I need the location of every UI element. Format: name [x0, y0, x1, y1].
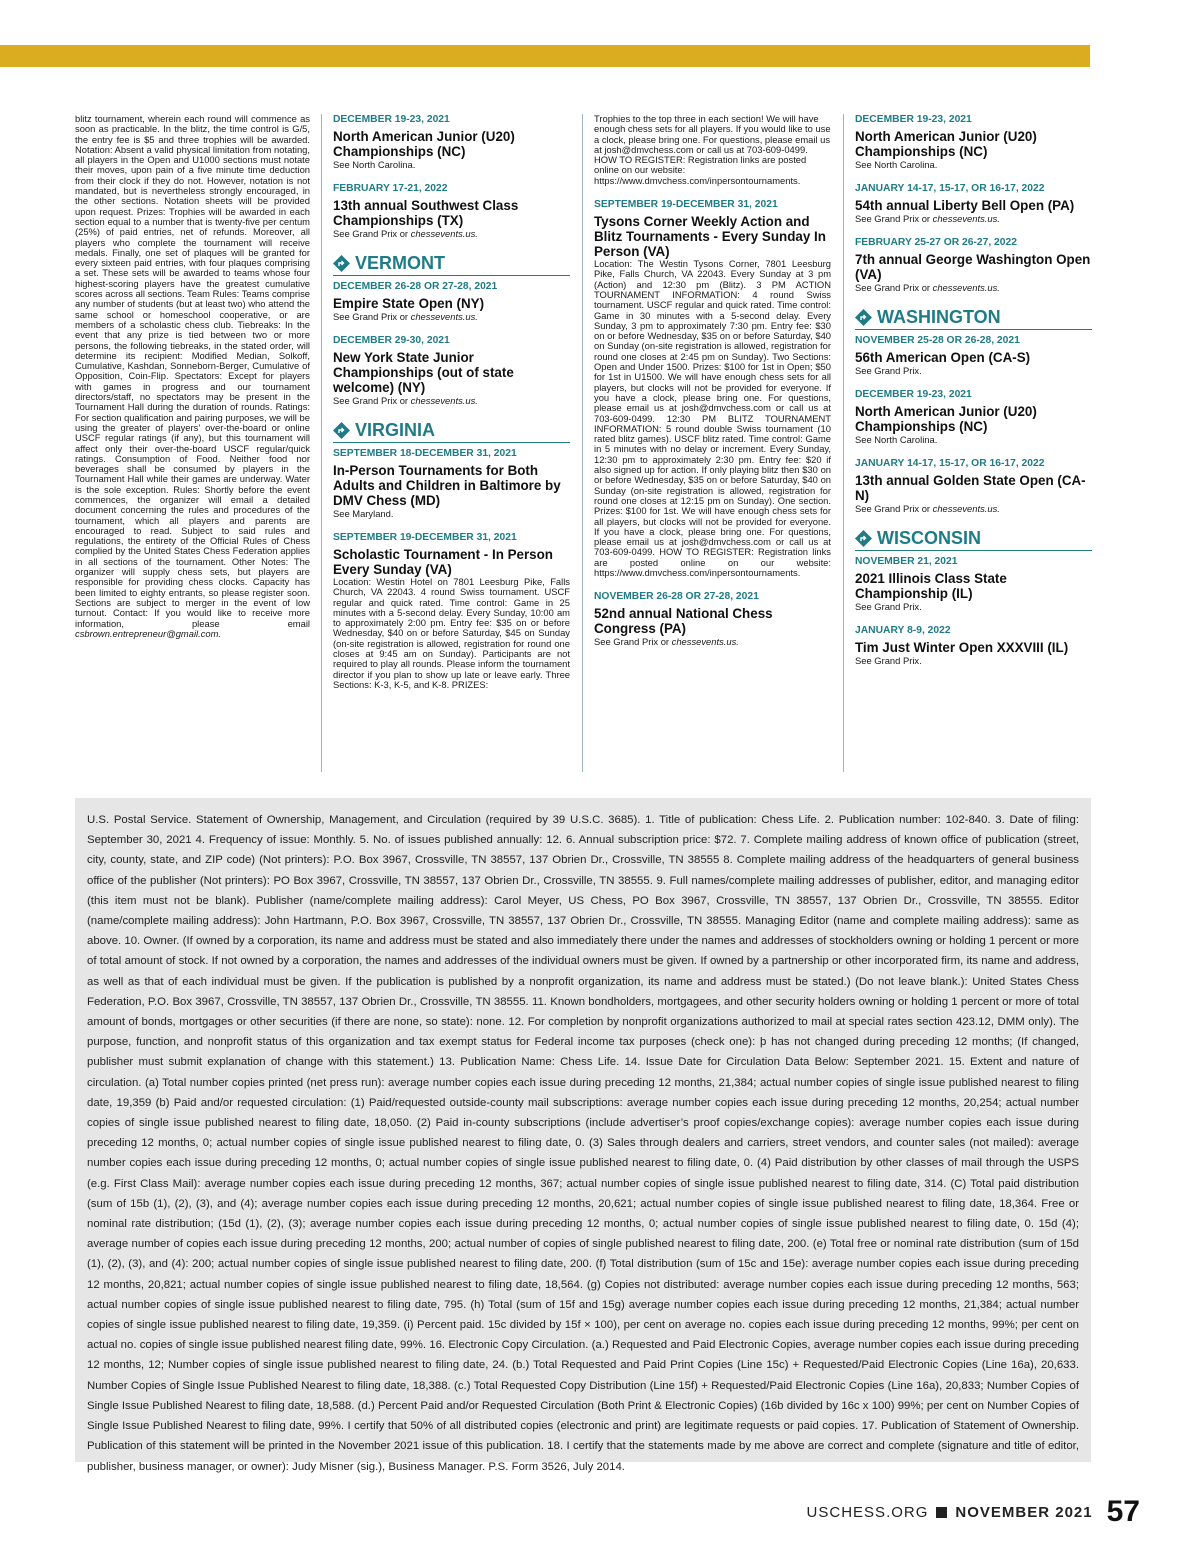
footer-site: USCHESS.ORG	[806, 1503, 929, 1521]
state-name: VERMONT	[355, 253, 445, 273]
event-listing	[333, 281, 570, 322]
state-heading-washington	[855, 306, 1092, 330]
column-divider	[321, 114, 322, 772]
event-reference	[333, 311, 570, 322]
event-title: 52nd annual National Chess Congress (PA)	[594, 606, 773, 637]
event-title: North American Junior (U20) Championships (NC)	[855, 404, 1037, 434]
event-listing	[855, 556, 1092, 612]
event-date: JANUARY 8-9, 2022	[855, 625, 951, 636]
event-date: DECEMBER 29-30, 2021	[333, 335, 450, 346]
event-reference	[855, 282, 1092, 293]
footer-issue-date: NOVEMBER 2021	[955, 1503, 1093, 1521]
see-text: See Grand Prix or	[855, 282, 931, 293]
see-text: See Grand Prix or	[333, 395, 409, 406]
event-date: SEPTEMBER 19-DECEMBER 31, 2021	[333, 532, 517, 543]
event-listing	[855, 458, 1092, 514]
event-listing	[333, 183, 570, 239]
site-link[interactable]: chessevents.us.	[410, 395, 478, 406]
directional-sign-icon	[333, 255, 350, 272]
event-reference	[855, 213, 1092, 224]
see-text: See Grand Prix or	[855, 503, 931, 514]
column-1-continued-text	[75, 114, 310, 639]
event-title: 7th annual George Washington Open (VA)	[855, 252, 1091, 282]
col1-text: blitz tournament, wherein each round will commence as soon as practicable. In the blitz, the time control is G/5, the entry fee is $5 and three trophies will be awarded. Notation: Absent a valid physical limitation from notating, all players in the Open and U1000 sections must notate their moves, upon pain of a five minute time deduction from their clock if they do not. However, notation is not mandated, but is nevertheless strongly encouraged, in the other sections. Notation sheets will be provided upon request. Prizes: Trophies will be awarded in each section equal to a number that is twenty-five per centum (25%) of paid entries, net of refunds. Moreover, all players who complete the tournament will receive medals. Finally, one set of plaques will be granted for every sixteen paid entries, with four plaques comprising a set. These sets will be awarded to teams whose four highest-scoring players have the greatest cumulative scores across all sections. Team Rules: Teams comprise any number of students (but at least two) who attend the same school or homeschool cooperative, or are members of a scholastic chess club. Tiebreaks: In the event that any prize is tied between two or more persons, the following tiebreaks, in the stated order, will determine its recipient: Modified Median, Solkoff, Cumulative, Kashdan, Sonneborn-Berger, Cumulative of Opposition, Coin-Flip. Spectators: Except for players with games in progress and our tournament directors/staff, no spectators may be present in the Tournament Hall during the duration of rounds. Ratings: For section qualification and pairing purposes, we will be using the greater of players’ over-the-board or online USCF regular ratings (if any), but this tournament will affect only their over-the-board USCF regular/quick ratings. Consumption of Food. Neither food nor beverages shall be consumed by players in the Tournament Hall while their games are underway. Water is the sole exception. Rules: Shortly before the event commences, the organizer will email a detailed document concerning the rules and procedures of the tournament, which all players and parents are encouraged to read. Subject to said rules and regulations, the entirety of the Official Rules of Chess complied by the United States Chess Federation applies in all sections of the tournament. Other Notes: The organizer will supply chess sets, but players are responsible for providing chess clocks. Capacity has been limited to eighty entrants, so please register soon. Sections are subject to merger in the event of low turnout. Contact: If you would like to receive more information, please email	[75, 113, 310, 629]
event-title: 13th annual Southwest Class Championships (TX)	[333, 198, 519, 228]
event-date: FEBRUARY 17-21, 2022	[333, 183, 448, 194]
event-listing	[333, 335, 570, 406]
event-details: Location: Westin Hotel on 7801 Leesburg Pike, Falls Church, VA 22043. 4 round Swiss tournament. USCF regular and quick rated. Time control: Game in 25 minutes with a 5-second delay. Every Sunday, 10:00 am to approximately 2:00 pm. Entry fee: $35 on or before Wednesday, $40 on or before Saturday, $45 on Sunday (on-site registration is allowed, registration for round one closes at 9:45 am on Sunday). Participants are not required to play all rounds. Please inform the tournament director if you plan to show up late or leave early. Three Sections: K-3, K-5, and K-8. PRIZES:	[333, 576, 570, 690]
column-divider	[582, 114, 583, 772]
footer-square-icon	[936, 1507, 947, 1518]
event-date: NOVEMBER 21, 2021	[855, 556, 958, 567]
event-title: Tim Just Winter Open XXXVIII (IL)	[855, 640, 1069, 655]
event-listing	[855, 237, 1092, 293]
page-number: 57	[1106, 1495, 1140, 1528]
state-heading-wisconsin	[855, 527, 1092, 551]
event-listing	[855, 625, 1092, 666]
state-name: WISCONSIN	[877, 528, 982, 548]
event-date: DECEMBER 19-23, 2021	[855, 389, 972, 400]
event-title: 13th annual Golden State Open (CA-N)	[855, 473, 1086, 503]
event-title: 2021 Illinois Class State Championship (IL)	[855, 571, 1007, 601]
event-date: JANUARY 14-17, 15-17, OR 16-17, 2022	[855, 458, 1045, 469]
state-heading-virginia	[333, 419, 570, 443]
event-listing	[855, 114, 1092, 170]
site-link[interactable]: chessevents.us.	[932, 282, 1000, 293]
event-date: NOVEMBER 25-28 OR 26-28, 2021	[855, 335, 1020, 346]
event-listing	[594, 591, 831, 647]
event-listing	[333, 448, 570, 519]
contact-email: csbrown.entrepreneur@gmail.com.	[75, 627, 222, 639]
event-reference	[594, 636, 831, 647]
site-link[interactable]: chessevents.us.	[410, 228, 478, 239]
event-reference	[333, 228, 570, 239]
event-reference: See North Carolina.	[333, 159, 416, 170]
event-date: SEPTEMBER 18-DECEMBER 31, 2021	[333, 448, 517, 459]
event-reference: See North Carolina.	[855, 159, 938, 170]
event-details-continued: Trophies to the top three in each section! We will have enough chess sets for all players. If you would like to use a clock, please bring one. For questions, please email us at josh@dmvchess.com or call us at 703-609-0499. HOW TO REGISTER: Registration links are posted online on our website: https://www.dmvchess.com/inpersontournaments.	[594, 113, 831, 186]
event-title: North American Junior (U20) Championships (NC)	[333, 129, 515, 159]
site-link[interactable]: chessevents.us.	[932, 213, 1000, 224]
event-title: In-Person Tournaments for Both Adults and Children in Baltimore by DMV Chess (MD)	[333, 463, 561, 508]
event-title: Empire State Open (NY)	[333, 296, 485, 311]
event-date: DECEMBER 19-23, 2021	[855, 114, 972, 125]
event-reference: See Grand Prix.	[855, 365, 922, 376]
state-name: VIRGINIA	[355, 420, 436, 440]
event-listing	[855, 335, 1092, 376]
event-reference: See Grand Prix.	[855, 601, 922, 612]
column-4	[855, 114, 1092, 679]
event-reference: See Maryland.	[333, 508, 394, 519]
event-reference: See North Carolina.	[855, 434, 938, 445]
top-color-bar	[0, 45, 1090, 67]
event-title: Scholastic Tournament - In Person Every Sunday (VA)	[333, 547, 553, 577]
site-link[interactable]: chessevents.us.	[932, 503, 1000, 514]
see-text: See Grand Prix or	[594, 636, 670, 648]
state-name: WASHINGTON	[877, 307, 1001, 327]
event-reference: See Grand Prix.	[855, 655, 922, 666]
event-title: 54th annual Liberty Bell Open (PA)	[855, 198, 1075, 213]
event-title: Tysons Corner Weekly Action and Blitz Tournaments - Every Sunday In Person (VA)	[594, 214, 826, 260]
ownership-statement-text: U.S. Postal Service. Statement of Ownership, Management, and Circulation (required by 39 U.S.C. 3685). 1. Title of publication: Chess Life. 2. Publication number: 102-840. 3. Date of filing: September 30, 2021 4. Frequency of issue: Monthly. 5. No. of issues published annually: 12. 6. Annual subscription price: $72. 7. Complete mailing address of known office of publication (street, city, county, state, and ZIP code) (Not printers): P.O. Box 3967, Crossville, TN 38557, 137 Obrien Dr., Crossville, TN 38555 8. Complete mailing address of the headquarters of general business office of the publisher (Not printers): PO Box 3967, Crossville, TN 38557, 137 Obrien Dr., Crossville, TN 38555. 9. Full names/complete mailing addresses of publisher, editor, and managing editor (this item must not be blank). Publisher (name/complete mailing address): Carol Meyer, US Chess, PO Box 3967, Crossville, TN 38557, 137 Obrien Dr., Crossville, TN 38555. Editor (name/complete mailing address): John Hartmann, P.O. Box 3967, Crossville, TN 38557, 137 Obrien Dr., Crossville, TN 38555. Managing Editor (name and complete mailing address): same as above. 10. Owner. (If owned by a corporation, its name and address must be stated and also immediately there under the names and addresses of stockholders owning or holding 1 percent or more of total amount of stock. If not owned by a corporation, the names and addresses of the individual owners must be given. If owned by a partnership or other incorporated firm, its name and address, as well as that of each individual must be given. If the publication is published by a nonprofit organization, its name and address must be stated.) (Do not leave blank.): United States Chess Federation, P.O. Box 3967, Crossville, TN 38557, 137 Obrien Dr., Crossville, TN 38555. 11. Known bondholders, mortgagees, and other security holders owning or holding 1 percent or more of total amount of bonds, mortgages or other securities (if there are none, so state): none. 12. For completion by nonprofit organizations authorized to mail at special rates section 423.12, DMM only). The purpose, function, and nonprofit status of this organization and tax exempt status for Federal income tax purposes (check one): þ has not changed during preceding 12 months; (If changed, publisher must submit explanation of change with this statement.) 13. Publication Name: Chess Life. 14. Issue Date for Circulation Data Below: September 2021. 15. Extent and nature of circulation. (a) Total number copies printed (net press run): average number copies each issue during preceding 12 months, 21,384; actual number copies of single issue published nearest to filing date, 19,359 (b) Paid and/or requested circulation: (1) Paid/requested outside-county mail subscriptions: average number copies each issue during preceding 12 months, 20,254; actual number copies of single issue published nearest to filing date, 18,050. (2) Paid in-county subscriptions (include advertiser’s proof copies/exchange copies): average number copies each issue during preceding 12 months, 0; actual number copies of single issue published nearest to filing date, 0. (3) Sales through dealers and carriers, street vendors, and counter sales (not mailed): average number copies each issue during preceding 12 months, 0; actual number copies of single issue published nearest to filing date, 0. (4) Paid distribution by other classes of mail through the USPS (e.g. First Class Mail): average number copies each issue during preceding 12 months, 367; actual number copies of single issue published nearest to filing date, 314. (C) Total paid distribution (sum of 15b (1), (2), (3), and (4); average number copies each issue during preceding 12 months, 20,621; actual number copies of single issue published nearest to filing date, 18,364. Free or nominal rate distribution; (15d (1), (2), (3); average number copies each issue during preceding 12 months, 0; actual number copies of single issue published nearest to filing date, 0. 15d (4); average number of copies each issue during preceding 12 months, 200; actual number of copies of single published nearest to filing date, 200. (e) Total free or nominal rate distribution (sum of 15d (1), (2), (3), and (4): 200; actual number copies of single issue published nearest to filing date, 200. (f) Total distribution (sum of 15c and 15e): average number copies each issue during preceding 12 months, 20,821; actual number copies of single issue published nearest to filing date, 18,564. (g) Copies not distributed: average number copies each issue during preceding 12 months, 563; actual number copies of single issue published nearest to filing date, 795. (h) Total (sum of 15f and 15g) average number copies each issue during preceding 12 months, 21,384; actual number copies of single issue published nearest to filing date, 19,359. (i) Percent paid. 15c divided by 15f × 100), per cent on average no. copies each issue during preceding 12 months, 99%; per cent on actual no. copies of single issue published nearest filing date, 99%. 16. Electronic Copy Circulation. (a.) Requested and Paid Electronic Copies, average number copies each issue during preceding 12 months, 12; Number copies of single issue published nearest to filing date, 24. (b.) Total Requested and Paid Print Copies (Line 15c) + Requested/Paid Electronic Copies (Line 16a), 20,633. Number Copies of Single Issue Published Nearest to filing date, 18,388. (c.) Total Requested Copy Distribution (Line 15f) + Requested/Paid Electronic Copies (Line 16a), 20,833; Number Copies of Single Issue Published Nearest to filing date, 18,588. (d.) Percent Paid and/or Requested Circulation (Both Print & Electronic Copies) (16b divided by 16c x 100) 99%; per cent on Number Copies of Single Issue Published Nearest to filing date, 99%. I certify that 50% of all distributed copies (electronic and print) are legitimate requests or paid copies. 17. Publication of Statement of Ownership. Publication of this statement will be printed in the November 2021 issue of this publication. 18. I certify that the statements made by me above are correct and complete (signature and title of editor, publisher, business manager, or owner): Judy Misner (sig.), Business Manager. P.S. Form 3526, July 2014.	[87, 814, 1079, 1473]
event-title: North American Junior (U20) Championships (NC)	[855, 129, 1037, 159]
state-heading-vermont	[333, 252, 570, 276]
event-listing	[855, 389, 1092, 445]
ownership-statement-box	[75, 798, 1091, 1473]
event-date: NOVEMBER 26-28 OR 27-28, 2021	[594, 591, 759, 603]
site-link[interactable]: chessevents.us.	[671, 636, 739, 648]
event-details: Location: The Westin Tysons Corner, 7801 Leesburg Pike, Falls Church, VA 22043. Every Sunday at 3 pm (Action) and 12:30 pm (Blitz). 3 PM ACTION TOURNAMENT INFORMATION: 4 round Swiss tournament. USCF regular and quick rated. Time control: Game in 30 minutes with a 5-second delay. Every Sunday, 3 pm to approximately 7:30 pm. Entry fee: $30 on or before Wednesday, $35 on or before Saturday, $40 on Sunday (on-site registration is allowed, registration for round one closes at 2:45 pm on Sunday). Two Sections: Open and Under 1500. Prizes: $100 for 1st in Open; $50 for 1st in U1500. We will have enough chess sets for all players, but clocks will not be provided for everyone. If you have a clock, please bring one. For questions, please email us at josh@dmvchess.com or call us at 703-609-0499. 12:30 PM BLITZ TOURNAMENT INFORMATION: 5 round double Swiss tournament (10 rated blitz games). USCF blitz rated. Time control: Game in 5 minutes with no delay or increment. Every Sunday, 12:30 pm to approximately 2:30 pm. Entry fee: $20 if also signed up for action. If only playing blitz then $30 on or before Wednesday, $35 on or before Saturday, $40 on Sunday (on-site registration is allowed, registration for round one closes at 12:15 pm on Sunday). One section. Prizes: $100 for 1st. We will have enough chess sets for all players, but clocks will not be provided for everyone. If you have a clock, please bring one. For questions, please email us at josh@dmvchess.com or call us at 703-609-0499. HOW TO REGISTER: Registration links are posted online on our website: https://www.dmvchess.com/inpersontournaments.	[594, 258, 831, 578]
event-reference	[855, 503, 1092, 514]
event-listing	[855, 183, 1092, 224]
column-divider	[843, 114, 844, 772]
see-text: See Grand Prix or	[855, 213, 931, 224]
site-link[interactable]: chessevents.us.	[410, 311, 478, 322]
event-date: FEBRUARY 25-27 OR 26-27, 2022	[855, 237, 1017, 248]
directional-sign-icon	[855, 309, 872, 326]
event-date: DECEMBER 19-23, 2021	[333, 114, 450, 125]
event-listing	[594, 199, 831, 578]
column-3	[594, 114, 831, 660]
page-footer	[807, 1495, 1140, 1529]
directional-sign-icon	[333, 422, 350, 439]
event-listing	[333, 532, 570, 690]
directional-sign-icon	[855, 530, 872, 547]
event-listing	[333, 114, 570, 170]
event-reference	[333, 395, 570, 406]
see-text: See Grand Prix or	[333, 311, 409, 322]
column-2	[333, 114, 570, 703]
event-date: JANUARY 14-17, 15-17, OR 16-17, 2022	[855, 183, 1045, 194]
event-title: 56th American Open (CA-S)	[855, 350, 1031, 365]
event-date: SEPTEMBER 19-DECEMBER 31, 2021	[594, 199, 778, 211]
see-text: See Grand Prix or	[333, 228, 409, 239]
event-date: DECEMBER 26-28 OR 27-28, 2021	[333, 281, 498, 292]
event-title: New York State Junior Championships (out of state welcome) (NY)	[333, 350, 514, 395]
